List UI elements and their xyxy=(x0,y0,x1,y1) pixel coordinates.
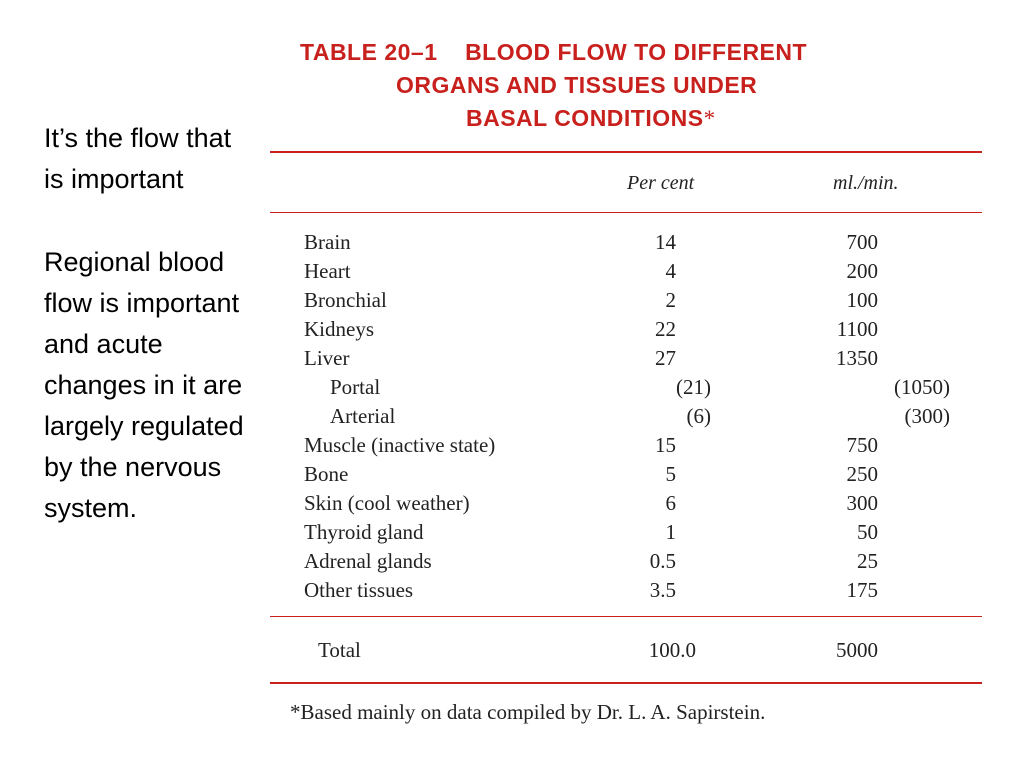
row-percent: 6 xyxy=(665,491,676,515)
table-title-line3 xyxy=(300,102,950,135)
table-row xyxy=(0,375,1024,404)
total-ml-min: 5000 xyxy=(836,638,878,662)
table-row xyxy=(0,346,1024,375)
row-ml-min: 250 xyxy=(846,462,878,486)
table-row xyxy=(0,433,1024,462)
row-organ-name: Brain xyxy=(304,230,351,254)
row-ml-min: (1050) xyxy=(894,375,950,399)
table-row xyxy=(0,549,1024,578)
row-organ-name: Skin (cool weather) xyxy=(304,491,470,515)
row-organ-name: Other tissues xyxy=(304,578,414,602)
table-footnote: *Based mainly on data compiled by Dr. L. A. Sapirstein. xyxy=(290,700,766,724)
row-organ-name: Portal xyxy=(330,375,381,399)
table-title xyxy=(300,36,950,135)
row-percent: 22 xyxy=(655,317,676,341)
table-row xyxy=(0,288,1024,317)
row-ml-min: 1100 xyxy=(836,317,878,341)
row-ml-min: 300 xyxy=(846,491,878,515)
table-row xyxy=(0,520,1024,549)
row-ml-min: 750 xyxy=(846,433,878,457)
row-organ-name: Liver xyxy=(304,346,350,370)
row-organ-name: Heart xyxy=(304,259,351,283)
table-title-asterisk: * xyxy=(703,106,716,131)
row-ml-min: 100 xyxy=(846,288,878,312)
table-top-rule xyxy=(270,151,982,153)
slide-text-regional: Regional blood flow is important and acute changes in it are largely regulated by the nervous system. xyxy=(44,247,244,523)
slide-text-flow: It’s the flow that is important xyxy=(44,123,232,194)
table-header-rule xyxy=(270,212,982,213)
row-ml-min: (300) xyxy=(904,404,950,428)
row-percent: 1 xyxy=(665,520,676,544)
row-organ-name: Adrenal glands xyxy=(304,549,432,573)
table-row xyxy=(0,462,1024,491)
table-title-line1: TABLE 20–1 BLOOD FLOW TO DIFFERENT xyxy=(300,39,808,65)
row-ml-min: 1350 xyxy=(836,346,878,370)
table-row xyxy=(0,259,1024,288)
row-percent: 14 xyxy=(655,230,676,254)
row-ml-min: 700 xyxy=(846,230,878,254)
row-ml-min: 200 xyxy=(846,259,878,283)
table-row xyxy=(0,404,1024,433)
total-percent: 100.0 xyxy=(648,638,696,662)
column-header-percent: Per cent xyxy=(627,172,695,194)
row-percent: 0.5 xyxy=(649,549,676,573)
row-ml-min: 175 xyxy=(846,578,878,602)
table-row xyxy=(0,491,1024,520)
row-organ-name: Kidneys xyxy=(304,317,374,341)
row-organ-name: Arterial xyxy=(330,404,396,428)
row-percent: 2 xyxy=(665,288,676,312)
row-percent: (6) xyxy=(686,404,711,428)
column-header-ml-min: ml./min. xyxy=(833,172,899,194)
table-bottom-rule xyxy=(270,682,982,684)
row-organ-name: Muscle (inactive state) xyxy=(304,433,496,457)
row-percent: (21) xyxy=(676,375,711,399)
row-organ-name: Thyroid gland xyxy=(304,520,424,544)
row-organ-name: Bone xyxy=(304,462,349,486)
row-organ-name: Bronchial xyxy=(304,288,387,312)
row-percent: 15 xyxy=(655,433,676,457)
table-row xyxy=(0,317,1024,346)
row-percent: 4 xyxy=(665,259,676,283)
table-row xyxy=(0,578,1024,607)
table-total-row xyxy=(0,638,1024,667)
row-ml-min: 25 xyxy=(857,549,878,573)
table-title-line2: ORGANS AND TISSUES UNDER xyxy=(396,72,758,98)
table-row xyxy=(0,230,1024,259)
table-total-rule xyxy=(270,616,982,617)
row-percent: 5 xyxy=(665,462,676,486)
row-percent: 27 xyxy=(655,346,676,370)
row-percent: 3.5 xyxy=(649,578,676,602)
total-label: Total xyxy=(318,638,361,662)
row-ml-min: 50 xyxy=(857,520,878,544)
table-title-line3-text: BASAL CONDITIONS xyxy=(466,105,704,131)
